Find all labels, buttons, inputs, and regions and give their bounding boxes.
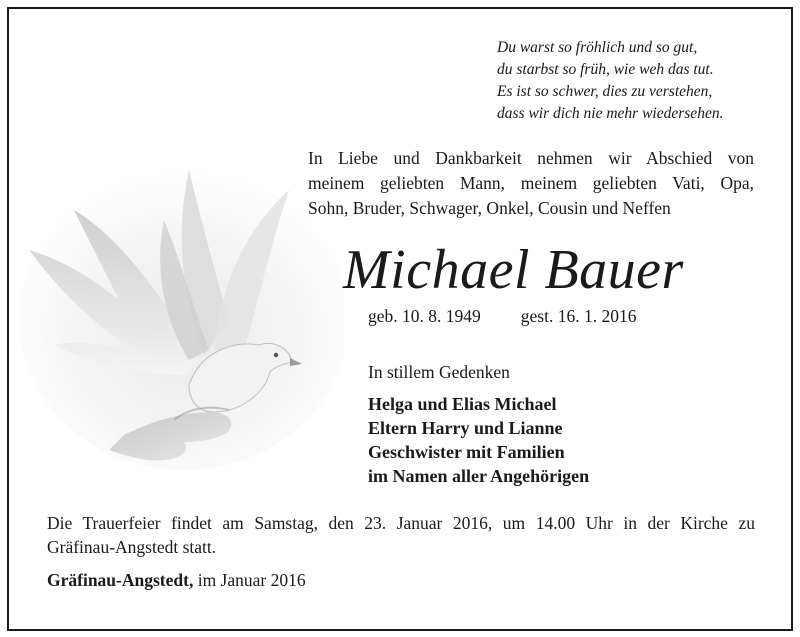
signoff-date: im Januar 2016: [197, 570, 306, 590]
mourner-line: Geschwister mit Familien: [368, 442, 565, 462]
poem: [497, 37, 787, 125]
dove-on-hand-icon: [14, 150, 344, 470]
mourner-line: Eltern Harry und Lianne: [368, 418, 563, 438]
intro-line: Sohn, Bruder, Schwager, Onkel, Cousin und Neffen: [308, 198, 671, 218]
mourner-line: Helga und Elias Michael: [368, 394, 557, 414]
mourners-list: [368, 392, 589, 488]
signoff: [47, 570, 306, 591]
intro-text: [308, 146, 754, 221]
mourner-line: im Namen aller Angehörigen: [368, 466, 590, 486]
intro-line: In Liebe und Dankbarkeit nehmen wir Abschied von: [308, 148, 754, 168]
mourners-heading: In stillem Gedenken: [368, 362, 510, 382]
funeral-line: Gräfinau-Angstedt statt.: [47, 537, 217, 557]
intro-line: meinem geliebten Mann, meinem geliebten Vati, Opa,: [308, 173, 754, 193]
funeral-line: Die Trauerfeier findet am Samstag, den 23. Januar 2016, um 14.00 Uhr in der Kirche zu: [47, 513, 755, 533]
poem-line: Du warst so fröhlich und so gut,: [497, 39, 698, 56]
signoff-place: Gräfinau-Angstedt,: [47, 570, 194, 590]
death-date: gest. 16. 1. 2016: [520, 306, 637, 326]
funeral-info: [47, 511, 755, 559]
birth-date: geb. 10. 8. 1949: [368, 306, 481, 326]
deceased-name: Michael Bauer: [343, 239, 684, 301]
poem-line: du starbst so früh, wie weh das tut.: [497, 61, 714, 78]
poem-line: Es ist so schwer, dies zu verstehen,: [497, 83, 713, 100]
life-dates: [368, 306, 636, 327]
poem-line: dass wir dich nie mehr wiedersehen.: [497, 105, 724, 122]
